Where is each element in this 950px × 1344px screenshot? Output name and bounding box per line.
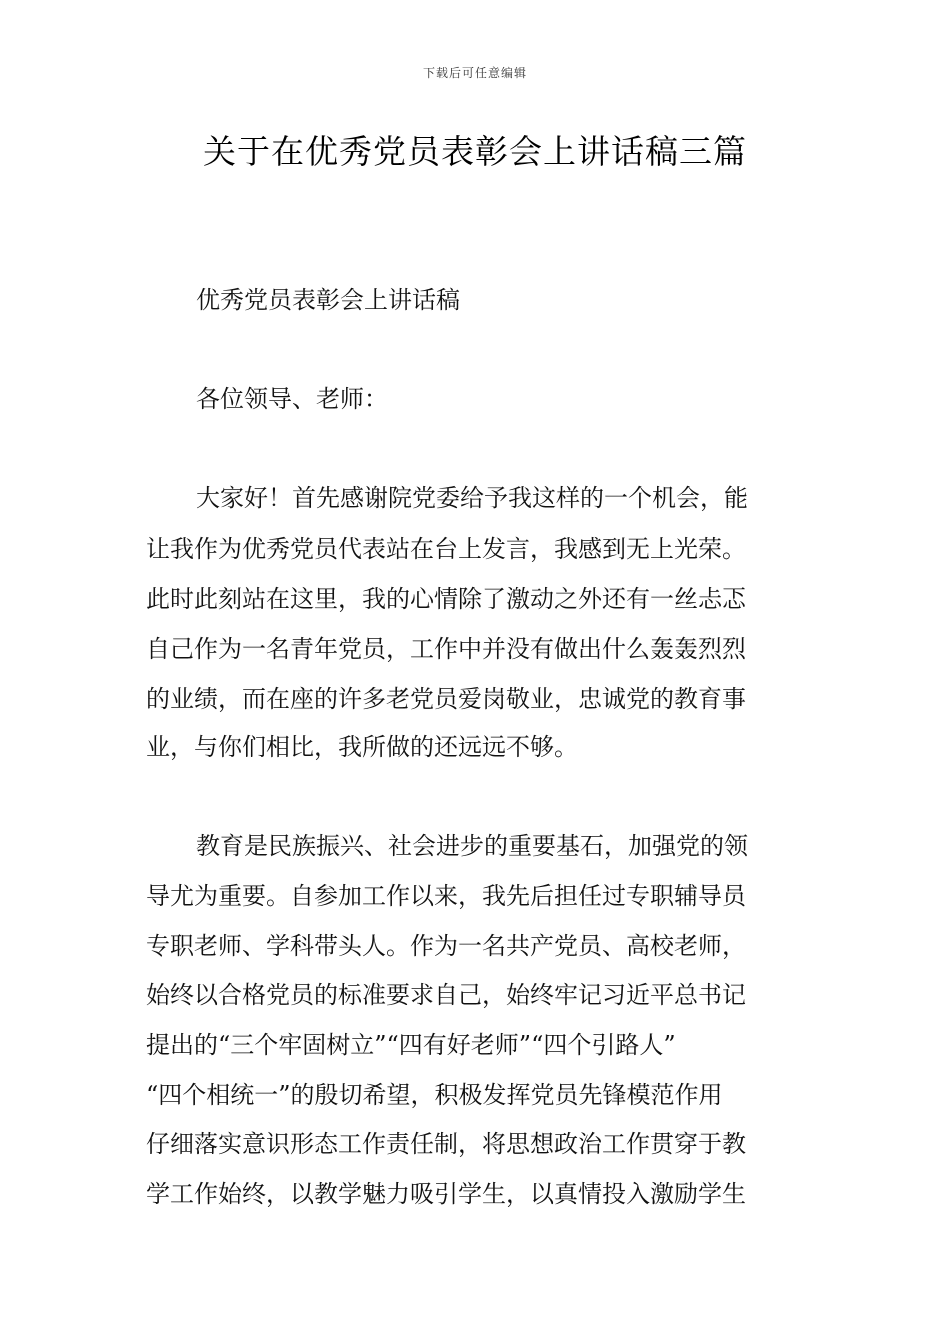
paragraph-line: 大家好！首先感谢院党委给予我这样的一个机会，能 (196, 484, 748, 512)
salutation: 各位领导、老师： (196, 385, 388, 413)
paragraph-line: 教育是民族振兴、社会进步的重要基石，加强党的领 (196, 832, 748, 860)
paragraph-line: 业，与你们相比，我所做的还远远不够。 (146, 733, 578, 761)
paragraph-line: 始终以合格党员的标准要求自己，始终牢记习近平总书记 (146, 981, 746, 1009)
paragraph-line: 此时此刻站在这里，我的心情除了激动之外还有一丝忐忑 (146, 585, 746, 613)
paragraph-line: “四个相统一”的殷切希望，积极发挥党员先锋模范作用 (146, 1081, 723, 1109)
paragraph-line: 让我作为优秀党员代表站在台上发言，我感到无上光荣。 (146, 535, 746, 563)
paragraph-line: 自己作为一名青年党员，工作中并没有做出什么轰轰烈烈 (146, 635, 746, 663)
paragraph-line: 专职老师、学科带头人。作为一名共产党员、高校老师， (146, 932, 746, 960)
document-title: 关于在优秀党员表彰会上讲话稿三篇 (203, 132, 747, 171)
paragraph-line: 的业绩，而在座的许多老党员爱岗敬业，忠诚党的教育事 (146, 685, 746, 713)
paragraph-line: 提出的“三个牢固树立”“四有好老师”“四个引路人” (146, 1031, 676, 1059)
paragraph-line: 仔细落实意识形态工作责任制，将思想政治工作贯穿于教 (146, 1130, 746, 1158)
header-note: 下载后可任意编辑 (422, 66, 527, 80)
paragraph-line: 学工作始终，以教学魅力吸引学生，以真情投入激励学生 (146, 1180, 746, 1208)
paragraph-line: 导尤为重要。自参加工作以来，我先后担任过专职辅导员 (146, 882, 746, 910)
section-subtitle: 优秀党员表彰会上讲话稿 (196, 286, 460, 314)
